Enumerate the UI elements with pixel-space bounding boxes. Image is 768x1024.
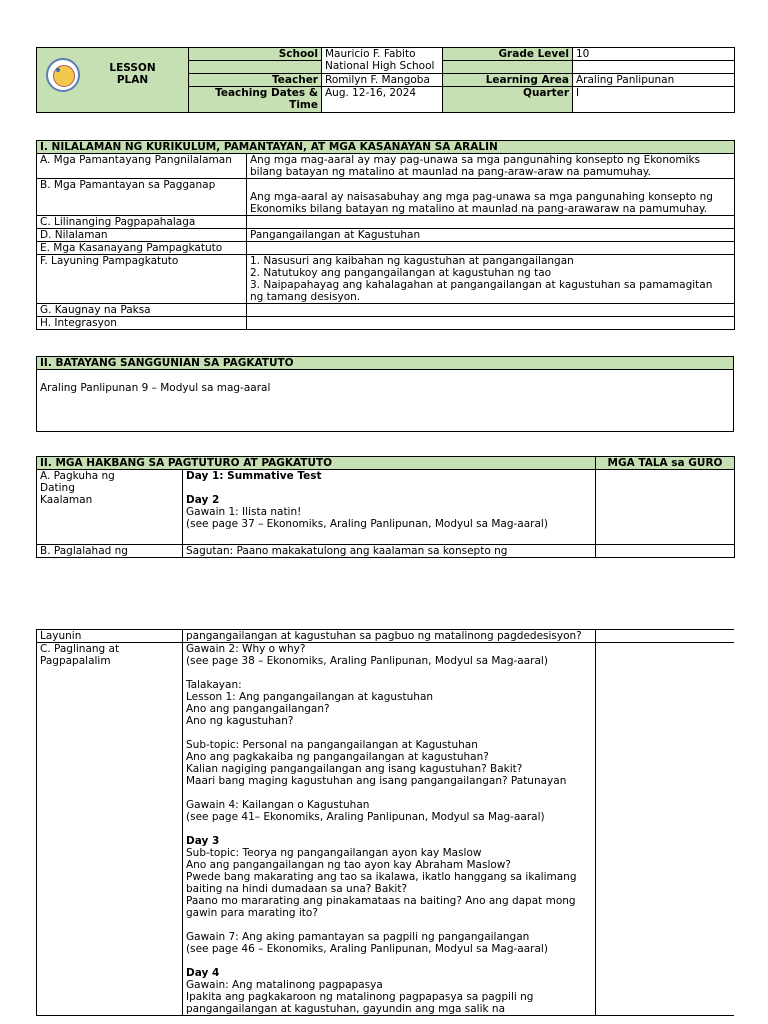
- content-line: Gawain 4: Kailangan o Kagustuhan: [186, 799, 370, 811]
- deped-seal-icon: [46, 58, 80, 92]
- content-line: [186, 919, 592, 931]
- header-table: [36, 47, 735, 113]
- teacher-label: Teacher: [189, 74, 322, 87]
- row-label: A. Mga Pamantayang Pangnilalaman: [37, 154, 247, 179]
- learning-area-value: Araling Panlipunan: [573, 74, 735, 87]
- section-title: I. NILALAMAN NG KURIKULUM, PAMANTAYAN, AT MGA KASANAYAN SA ARALIN: [37, 141, 735, 154]
- notes-cell: [596, 630, 735, 643]
- row-label: B. Mga Pamantayan sa Pagganap: [37, 179, 247, 216]
- content-line: Talakayan:: [186, 679, 242, 691]
- row-value: [247, 304, 735, 317]
- content-line: Ano ang pangangailangan?: [186, 703, 330, 715]
- content-line: Ano ang pangangailangan ng tao ayon kay Abraham Maslow?: [186, 859, 511, 871]
- row-value: pangangailangan at kagustuhan sa pagbuo ng matalinong pagdedesisyon?: [183, 630, 596, 643]
- content-line: (see page 41– Ekonomiks, Araling Panlipunan, Modyul sa Mag-aaral): [186, 811, 545, 823]
- quarter-label: Quarter: [443, 87, 573, 113]
- content-line: Gawain 7: Ang aking pamantayan sa pagpili ng pangangailangan: [186, 931, 530, 943]
- content-line: pangangailangan at kagustuhan, gayundin ang mga salik na: [186, 1003, 506, 1015]
- section-title: II. MGA HAKBANG SA PAGTUTURO AT PAGKATUTO: [37, 457, 596, 470]
- curriculum-table: [36, 140, 735, 330]
- quarter-value: I: [573, 87, 735, 113]
- content-line: Ano ng kagustuhan?: [186, 715, 294, 727]
- section-steps-continued: [36, 629, 734, 1024]
- content-line: [186, 823, 592, 835]
- row-label: F. Layuning Pampagkatuto: [37, 255, 247, 304]
- references-table: [36, 356, 734, 432]
- content-line: [186, 727, 592, 739]
- content-line: Sub-topic: Teorya ng pangangailangan ayon kay Maslow: [186, 847, 482, 859]
- content-line: Lesson 1: Ang pangangailangan at kagustuhan: [186, 691, 434, 703]
- teaching-dates-value: Aug. 12-16, 2024: [322, 87, 443, 113]
- area-value-spacer: [573, 61, 735, 74]
- row-value: [247, 216, 735, 229]
- content-line: Ipakita ang pagkakaroon ng matalinong pagpapasya sa pagpili ng: [186, 991, 534, 1003]
- steps-table-continued: [36, 629, 734, 1016]
- section-references: [36, 356, 734, 432]
- notes-cell: [596, 545, 735, 558]
- row-value: Day 1: Summative Test Day 2 Gawain 1: Ilista natin! (see page 37 – Ekonomiks, Araling Panlipunan, Modyul sa Mag-aaral): [183, 470, 596, 545]
- lesson-plan-header: [36, 47, 734, 113]
- content-line: gawin para marating ito?: [186, 907, 318, 919]
- row-label: E. Mga Kasanayang Pampagkatuto: [37, 242, 247, 255]
- row-value: [183, 643, 596, 1016]
- row-label: D. Nilalaman: [37, 229, 247, 242]
- content-line: Maari bang maging kagustuhan ang isang pangangailangan? Patunayan: [186, 775, 567, 787]
- teacher-value: Romilyn F. Mangoba: [322, 74, 443, 87]
- row-label: Layunin: [37, 630, 183, 643]
- content-line: Day 4: [186, 967, 220, 979]
- row-label: B. Paglalahad ng: [37, 545, 183, 558]
- section-steps: [36, 456, 734, 558]
- logo-title-cell: [37, 48, 189, 113]
- content-line: Paano mo mararating ang pinakamataas na baiting? Ano ang dapat mong: [186, 895, 576, 907]
- steps-table: [36, 456, 735, 558]
- section-curriculum: [36, 140, 734, 330]
- teaching-dates-label: Teaching Dates & Time: [189, 87, 322, 113]
- content-line: baiting na hindi dumadaan sa una? Bakit?: [186, 883, 408, 895]
- area-label-spacer: [443, 61, 573, 74]
- row-value: Ang mga mag-aaral ay may pag-unawa sa mga pangunahing konsepto ng Ekonomiks bilang batayan ng matalino at maunlad na pang-araw-araw na pamumuhay.: [247, 154, 735, 179]
- school-label: School: [189, 48, 322, 61]
- row-value: Ang mga-aaral ay naisasabuhay ang mga pag-unawa sa mga pangunahing konsepto ng Ekonomiks bilang batayan ng matalino at maunlad na pang-arawaraw na pamumuhay.: [247, 179, 735, 216]
- content-line: Day 3: [186, 835, 220, 847]
- learning-area-label: Learning Area: [443, 74, 573, 87]
- content-line: (see page 38 – Ekonomiks, Araling Panlipunan, Modyul sa Mag-aaral): [186, 655, 548, 667]
- grade-level-value: 10: [573, 48, 735, 61]
- row-label: C. Lilinanging Pagpapahalaga: [37, 216, 247, 229]
- row-label: G. Kaugnay na Paksa: [37, 304, 247, 317]
- notes-cell: [596, 643, 735, 1016]
- teacher-label-spacer: [189, 61, 322, 74]
- content-line: Gawain 2: Why o why?: [186, 643, 306, 655]
- content-line: Sub-topic: Personal na pangangailangan at Kagustuhan: [186, 739, 478, 751]
- lesson-title: LESSON: [109, 62, 156, 74]
- notes-title: MGA TALA sa GURO: [596, 457, 735, 470]
- content-line: Ano ang pagkakaiba ng pangangailangan at kagustuhan?: [186, 751, 489, 763]
- row-value: [247, 317, 735, 330]
- row-value: [247, 242, 735, 255]
- row-label: A. Pagkuha ng Dating Kaalaman: [37, 470, 183, 545]
- row-value: Pangangailangan at Kagustuhan: [247, 229, 735, 242]
- row-value: 1. Nasusuri ang kaibahan ng kagustuhan at pangangailangan 2. Natutukoy ang pangangailangan at kagustuhan ng tao 3. Naipapahayag ang kahalagahan at pangangailangan at kagustuhan sa pamamagitan ng tamang desisyon.: [247, 255, 735, 304]
- content-line: [186, 667, 592, 679]
- content-line: [186, 787, 592, 799]
- row-value: Sagutan: Paano makakatulong ang kaalaman sa konsepto ng: [183, 545, 596, 558]
- row-label: C. Paglinang at Pagpapalalim: [37, 643, 183, 1016]
- references-content: Araling Panlipunan 9 – Modyul sa mag-aaral: [37, 370, 734, 432]
- content-line: (see page 46 – Ekonomiks, Araling Panlipunan, Modyul sa Mag-aaral): [186, 943, 548, 955]
- school-value: Mauricio F. Fabito National High School: [322, 48, 443, 74]
- row-label: H. Integrasyon: [37, 317, 247, 330]
- section-title: II. BATAYANG SANGGUNIAN SA PAGKATUTO: [37, 357, 734, 370]
- content-line: Kalian nagiging pangangailangan ang isang kagustuhan? Bakit?: [186, 763, 523, 775]
- grade-level-label: Grade Level: [443, 48, 573, 61]
- content-line: Pwede bang makarating ang tao sa ikalawa, ikatlo hanggang sa ikalimang: [186, 871, 577, 883]
- plan-title: PLAN: [116, 74, 149, 86]
- content-line: [186, 955, 592, 967]
- content-line: Gawain: Ang matalinong pagpapasya: [186, 979, 383, 991]
- notes-cell: [596, 470, 735, 545]
